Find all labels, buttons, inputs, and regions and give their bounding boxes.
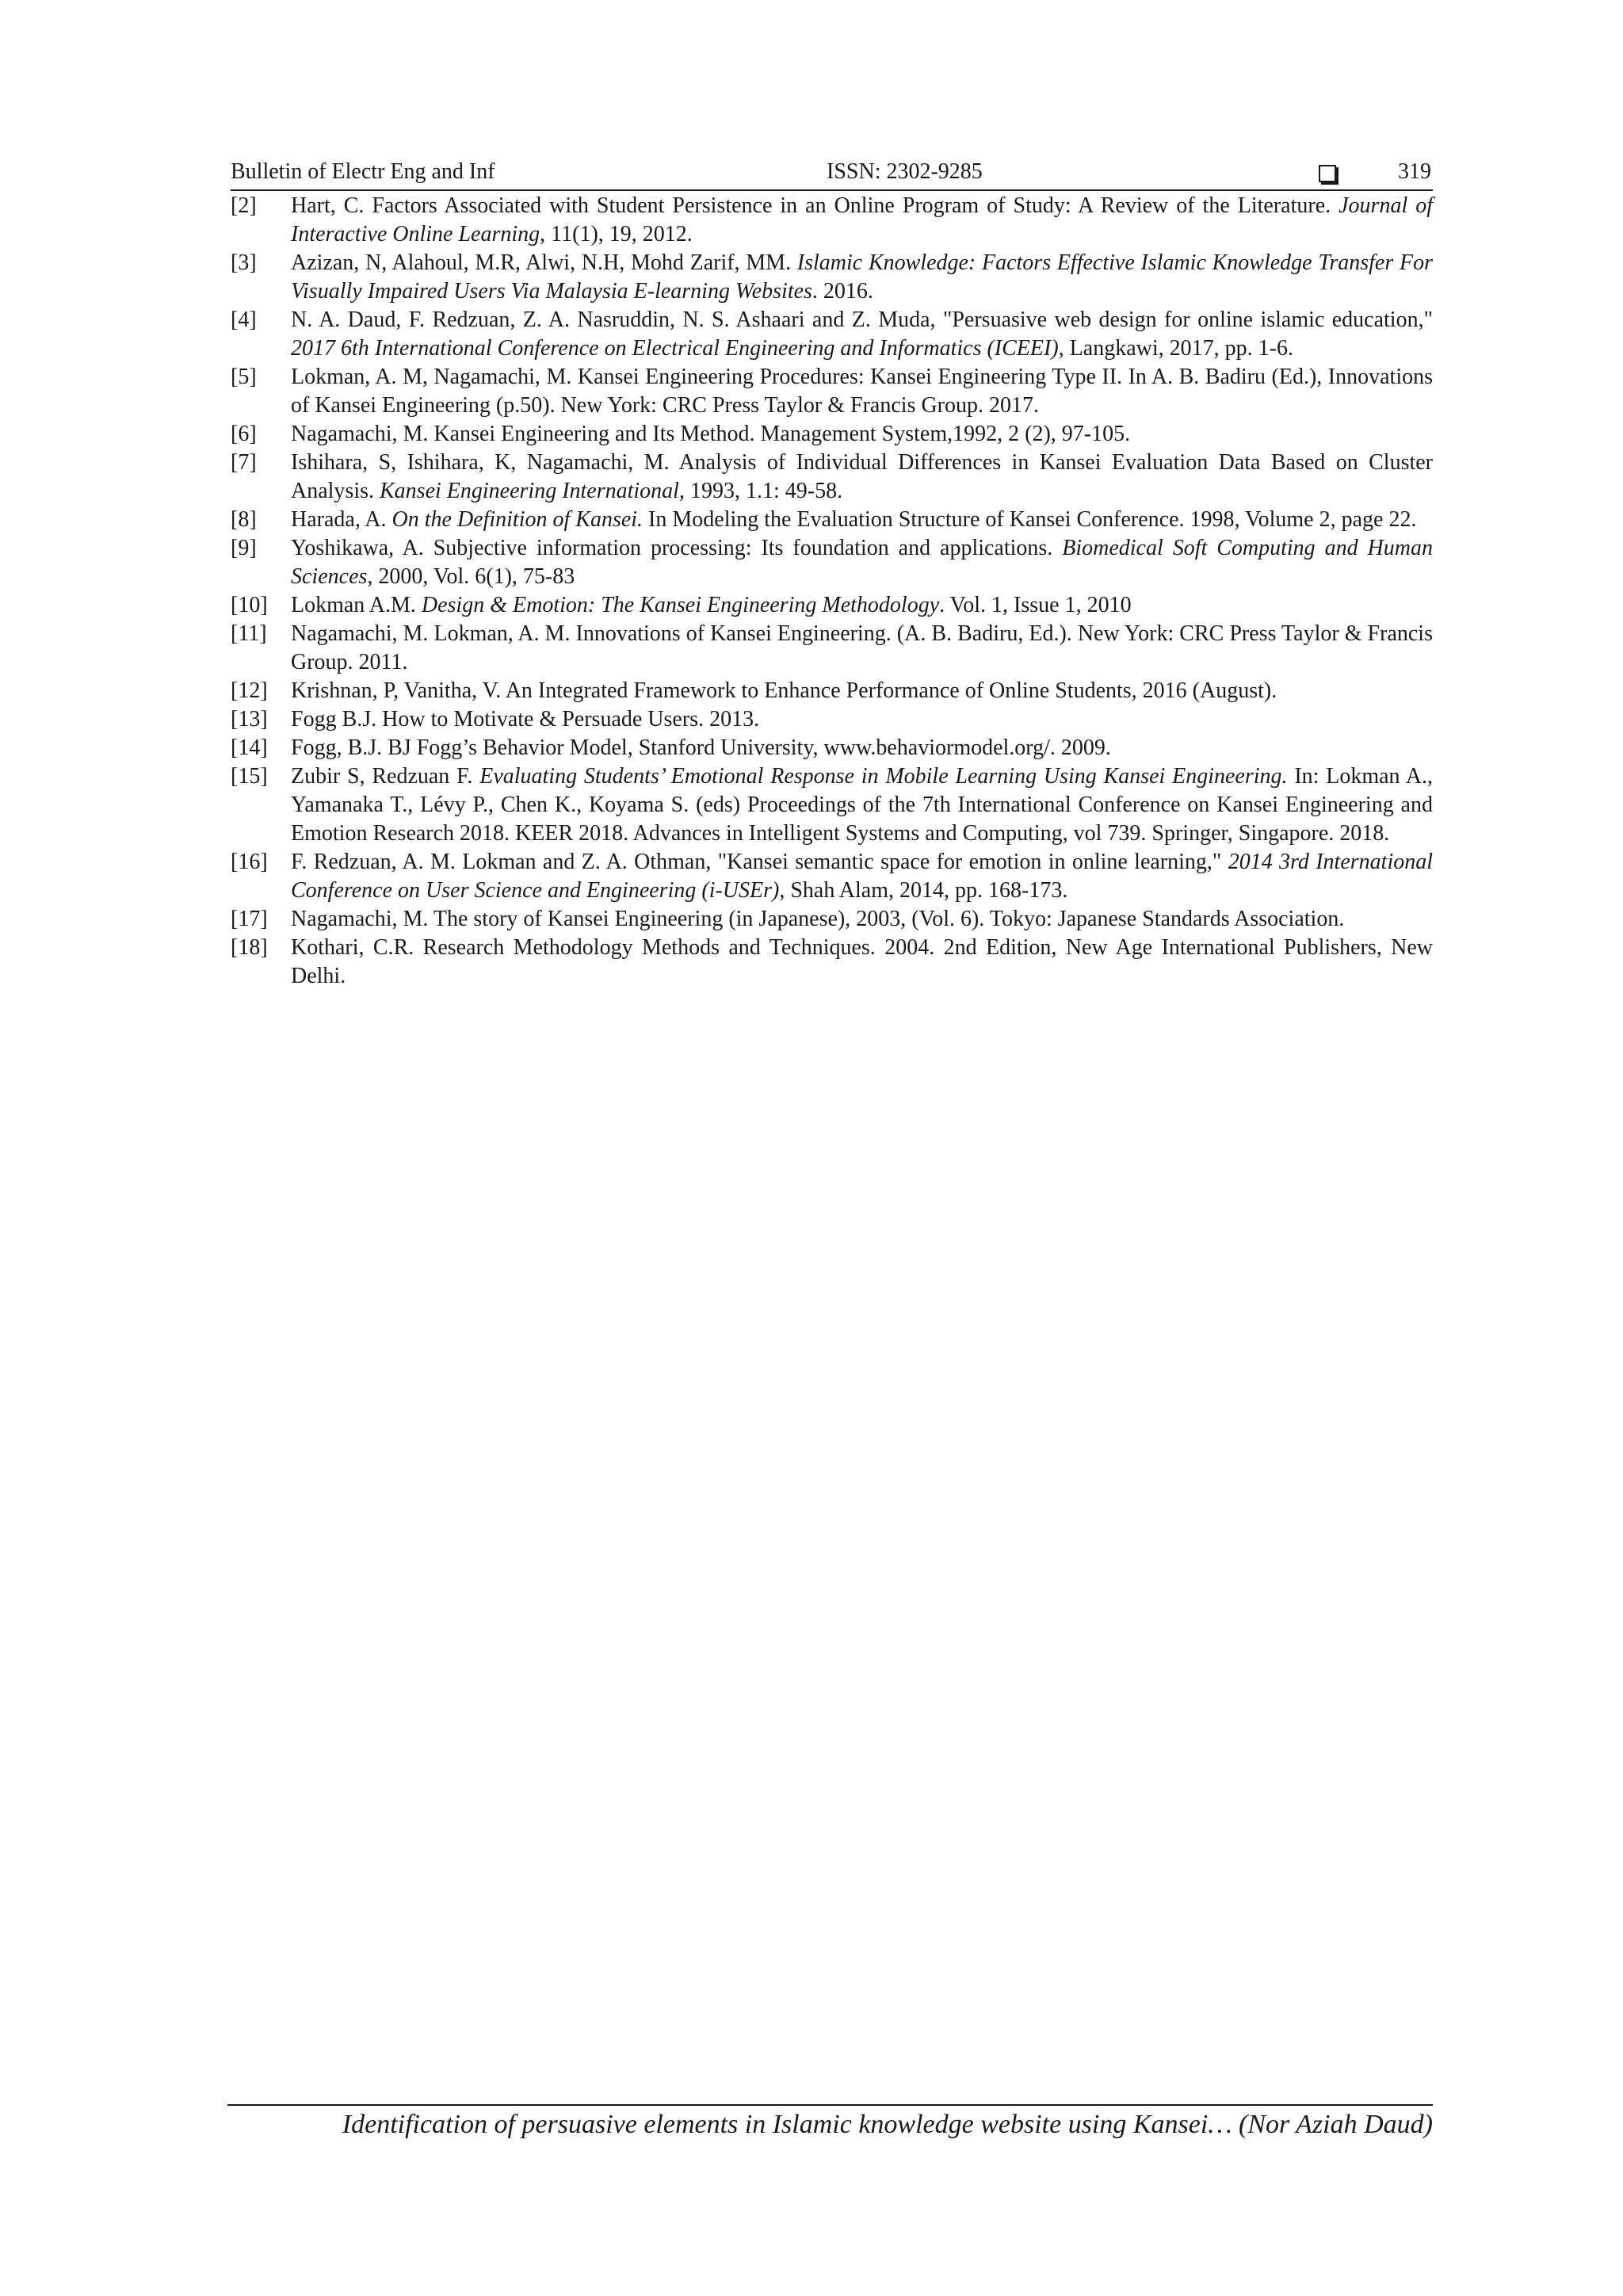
reference-text xyxy=(291,905,1433,934)
reference-item xyxy=(231,677,1433,705)
reference-text xyxy=(291,192,1433,249)
reference-title-italic: On the Definition of Kansei. xyxy=(391,507,643,532)
reference-title-italic: 2017 6th International Conference on Electrical Engineering and Informatics (ICEEI) xyxy=(291,336,1059,361)
reference-text xyxy=(291,734,1433,762)
reference-text xyxy=(291,705,1433,734)
reference-title-italic: Kansei Engineering International, xyxy=(380,479,685,503)
reference-text-segment: In: Lokman A., Yamanaka T., Lévy P., Chen K., Koyama S. (eds) Proceedings of the 7th International Conference on Kansei Engineering and Emotion Research 2018. KEER 2018. Advances in Intelligent Systems and Computing, vol 739. Springer, Singapore. 2018. xyxy=(291,764,1433,846)
reference-text-segment: Fogg B.J. How to Motivate & Persuade Users. 2013. xyxy=(291,707,760,732)
reference-item xyxy=(231,905,1433,934)
footer-rule xyxy=(227,2104,1433,2106)
reference-text-segment: Zubir S, Redzuan F. xyxy=(291,764,480,789)
reference-text-segment: . 2016. xyxy=(812,279,873,304)
reference-item xyxy=(231,762,1433,848)
reference-text-segment: , 11(1), 19, 2012. xyxy=(540,222,693,246)
reference-text-segment: , Shah Alam, 2014, pp. 168-173. xyxy=(779,878,1068,903)
reference-text-segment: Kothari, C.R. Research Methodology Methods and Techniques. 2004. 2nd Edition, New Age International Publishers, New Delhi. xyxy=(291,935,1433,988)
square-shadow-icon xyxy=(1319,165,1336,182)
reference-item xyxy=(231,534,1433,591)
reference-text xyxy=(291,620,1433,677)
reference-text xyxy=(291,534,1433,591)
reference-text-segment: Harada, A. xyxy=(291,507,392,532)
reference-text-segment: In Modeling the Evaluation Structure of Kansei Conference. 1998, Volume 2, page 22. xyxy=(643,507,1417,532)
reference-text-segment: , 2000, Vol. 6(1), 75-83 xyxy=(367,564,575,589)
running-header xyxy=(231,155,1433,189)
reference-text xyxy=(291,934,1433,991)
reference-number: [8] xyxy=(231,507,257,532)
journal-name: Bulletin of Electr Eng and Inf xyxy=(231,159,495,184)
reference-text xyxy=(291,363,1433,420)
reference-text xyxy=(291,306,1433,363)
reference-text-segment: Nagamachi, M. Kansei Engineering and Its Method. Management System,1992, 2 (2), 97-105. xyxy=(291,422,1131,446)
reference-title-italic: 2014 3rd International Conference on User Science and Engineering (i-USEr) xyxy=(291,850,1434,903)
reference-text xyxy=(291,506,1433,534)
reference-text-segment: Fogg, B.J. BJ Fogg’s Behavior Model, Stanford University, www.behaviormodel.org/. 2009. xyxy=(291,735,1111,760)
running-footer: Identification of persuasive elements in Islamic knowledge website using Kansei… (Nor Aziah Daud) xyxy=(342,2110,1433,2139)
reference-text xyxy=(291,677,1433,705)
reference-text-segment: Lokman A.M. xyxy=(291,593,422,617)
reference-text-segment: N. A. Daud, F. Redzuan, Z. A. Nasruddin, N. S. Ashaari and Z. Muda, "Persuasive web design for online islamic education," xyxy=(291,308,1433,332)
reference-item xyxy=(231,734,1433,762)
issn: ISSN: 2302-9285 xyxy=(827,159,983,184)
reference-text-segment: 1993, 1.1: 49-58. xyxy=(684,479,843,503)
reference-item xyxy=(231,363,1433,420)
reference-number: [18] xyxy=(231,935,268,960)
reference-text xyxy=(291,848,1433,905)
reference-text xyxy=(291,420,1433,449)
reference-title-italic: Journal of Interactive Online Learning xyxy=(291,193,1433,246)
reference-item xyxy=(231,449,1433,506)
reference-number: [17] xyxy=(231,907,268,931)
reference-text-segment: F. Redzuan, A. M. Lokman and Z. A. Othman, "Kansei semantic space for emotion in online learning," xyxy=(291,850,1228,874)
reference-item xyxy=(231,591,1433,620)
reference-item xyxy=(231,620,1433,677)
reference-text xyxy=(291,762,1433,848)
reference-item xyxy=(231,506,1433,534)
reference-item xyxy=(231,705,1433,734)
reference-item xyxy=(231,420,1433,449)
reference-list xyxy=(231,192,1433,991)
reference-text-segment: Hart, C. Factors Associated with Student Persistence in an Online Program of Study: A Review of the Literature. xyxy=(291,193,1339,218)
reference-text-segment: Nagamachi, M. Lokman, A. M. Innovations of Kansei Engineering. (A. B. Badiru, Ed.). New York: CRC Press Taylor & Francis Group. 2011. xyxy=(291,621,1433,674)
reference-number: [3] xyxy=(231,250,257,275)
reference-text-segment: Ishihara, S, Ishihara, K, Nagamachi, M. Analysis of Individual Differences in Kansei Evaluation Data Based on Cluster Analysis. xyxy=(291,450,1433,503)
reference-text-segment: Azizan, N, Alahoul, M.R, Alwi, N.H, Mohd Zarif, MM. xyxy=(291,250,797,275)
reference-number: [9] xyxy=(231,536,257,560)
reference-text-segment: Krishnan, P, Vanitha, V. An Integrated Framework to Enhance Performance of Online Students, 2016 (August). xyxy=(291,678,1277,703)
reference-number: [6] xyxy=(231,422,257,446)
reference-title-italic: Design & Emotion: The Kansei Engineering Methodology xyxy=(421,593,940,617)
page-number: 319 xyxy=(1398,159,1431,184)
reference-item xyxy=(231,848,1433,905)
reference-number: [12] xyxy=(231,678,268,703)
reference-number: [10] xyxy=(231,593,268,617)
reference-text xyxy=(291,591,1433,620)
reference-text-segment: Yoshikawa, A. Subjective information processing: Its foundation and applications. xyxy=(291,536,1063,560)
reference-number: [5] xyxy=(231,365,257,389)
reference-item xyxy=(231,934,1433,991)
reference-item xyxy=(231,249,1433,306)
reference-number: [4] xyxy=(231,308,257,332)
reference-title-italic: Islamic Knowledge: Factors Effective Islamic Knowledge Transfer For Visually Impaired Users Via Malaysia E-learning Websites xyxy=(291,250,1433,304)
header-rule xyxy=(231,189,1433,191)
reference-number: [7] xyxy=(231,450,257,475)
reference-title-italic: Evaluating Students’ Emotional Response in Mobile Learning Using Kansei Engineering. xyxy=(479,764,1288,789)
reference-number: [15] xyxy=(231,764,268,789)
reference-text-segment: Nagamachi, M. The story of Kansei Engineering (in Japanese), 2003, (Vol. 6). Tokyo: Japanese Standards Association. xyxy=(291,907,1345,931)
reference-number: [14] xyxy=(231,735,268,760)
reference-title-italic: Biomedical Soft Computing and Human Sciences xyxy=(291,536,1433,589)
reference-text xyxy=(291,449,1433,506)
reference-text-segment: . Vol. 1, Issue 1, 2010 xyxy=(939,593,1132,617)
reference-number: [11] xyxy=(231,621,267,646)
reference-text-segment: , Langkawi, 2017, pp. 1-6. xyxy=(1058,336,1293,361)
reference-number: [13] xyxy=(231,707,268,732)
reference-text xyxy=(291,249,1433,306)
reference-number: [16] xyxy=(231,850,268,874)
reference-number: [2] xyxy=(231,193,257,218)
reference-item xyxy=(231,192,1433,249)
reference-item xyxy=(231,306,1433,363)
reference-text-segment: Lokman, A. M, Nagamachi, M. Kansei Engineering Procedures: Kansei Engineering Type II. In A. B. Badiru (Ed.), Innovations of Kansei Engineering (p.50). New York: CRC Press Taylor & Francis Group. 2017. xyxy=(291,365,1433,418)
